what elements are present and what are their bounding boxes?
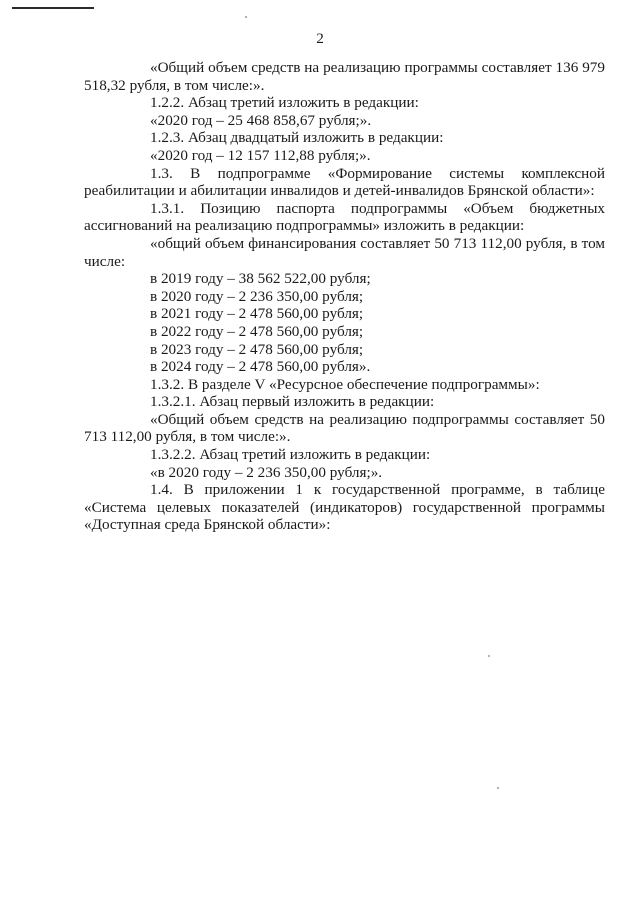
paragraph-total-program-funding: «Общий объем средств на реализацию программы составляет 136 979 518,32 рубля, в том числе:».: [84, 59, 605, 94]
paragraph-1-3: 1.3. В подпрограмме «Формирование системы комплексной реабилитации и абилитации инвалидов и детей-инвалидов Брянской области»:: [84, 164, 605, 200]
paragraph-2020-amount-b: «2020 год – 12 157 112,88 рубля;».: [150, 146, 371, 164]
paragraph-year-2022: в 2022 году – 2 478 560,00 рубля;: [150, 322, 364, 340]
paragraph-year-2023: в 2023 году – 2 478 560,00 рубля;: [150, 340, 364, 358]
paragraph-year-2024: в 2024 году – 2 478 560,00 рубля».: [150, 358, 371, 376]
paragraph-2020-amount-a: «2020 год – 25 468 858,67 рубля;».: [150, 111, 372, 129]
paragraph-1-3-2: 1.3.2. В разделе V «Ресурсное обеспечение подпрограммы»:: [150, 375, 540, 393]
paragraph-1-4: 1.4. В приложении 1 к государственной программе, в таблице «Система целевых показателей (индикаторов) государственной программы «Доступная среда Брянской области»:: [84, 481, 605, 534]
paragraph-1-3-2-1: 1.3.2.1. Абзац первый изложить в редакции:: [150, 393, 435, 411]
paragraph-1-2-2: 1.2.2. Абзац третий изложить в редакции:: [150, 94, 419, 112]
scan-speck: [488, 655, 490, 657]
paragraph-total-financing: «общий объем финансирования составляет 50 713 112,00 рубля, в том числе:: [84, 234, 605, 270]
paragraph-year-2019: в 2019 году – 38 562 522,00 рубля;: [150, 270, 371, 288]
paragraph-subprogram-funding: «Общий объем средств на реализацию подпрограммы составляет 50 713 112,00 рубля, в том числе:».: [84, 410, 605, 446]
paragraph-year-2021: в 2021 году – 2 478 560,00 рубля;: [150, 305, 364, 323]
header-rule: [12, 7, 94, 9]
paragraph-1-3-2-2: 1.3.2.2. Абзац третий изложить в редакции:: [150, 446, 431, 464]
paragraph-year-2020: в 2020 году – 2 236 350,00 рубля;: [150, 287, 364, 305]
page-number: 2: [316, 30, 324, 47]
paragraph-2020-subprogram-amount: «в 2020 году – 2 236 350,00 рубля;».: [150, 463, 383, 481]
scan-speck: [245, 16, 247, 18]
document-body: [84, 59, 605, 534]
scan-speck: [497, 787, 499, 789]
paragraph-1-2-3: 1.2.3. Абзац двадцатый изложить в редакции:: [150, 129, 444, 147]
paragraph-1-3-1: 1.3.1. Позицию паспорта подпрограммы «Объем бюджетных ассигнований на реализацию подпрограммы» изложить в редакции:: [84, 199, 605, 235]
